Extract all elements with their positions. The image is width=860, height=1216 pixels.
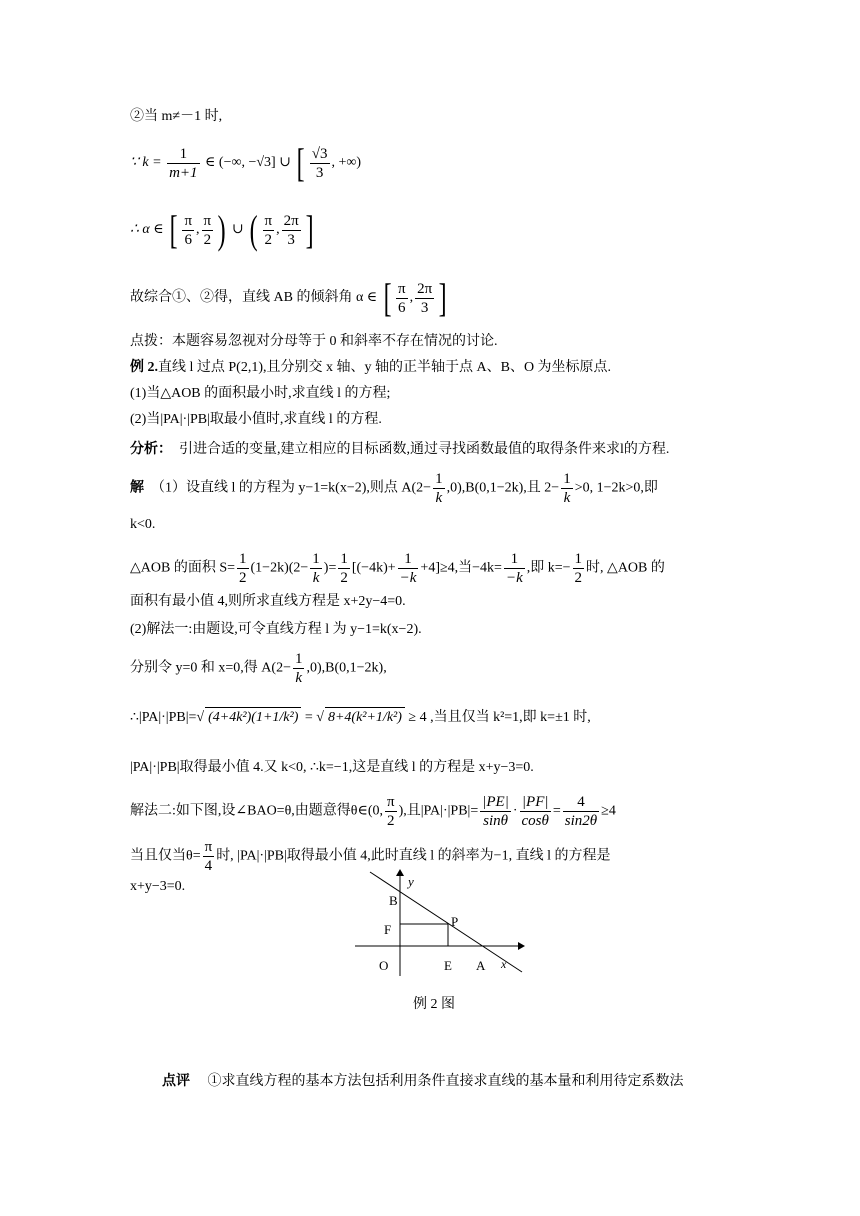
- label-y: y: [408, 874, 414, 889]
- label-f: F: [384, 922, 392, 937]
- method1-head: (2)解法一:由题设,可令直线方程 l 为 y−1=k(x−2).: [130, 622, 422, 637]
- sqrt-1: (4+4k²)(1+1/k²): [205, 707, 301, 728]
- analysis-label: 分析：: [130, 442, 172, 457]
- example2-label: 例 2.: [130, 360, 158, 375]
- figure-caption: 例 2 图: [413, 997, 455, 1012]
- analysis-text: 引进合适的变量,建立相应的目标函数,通过寻找函数最值的取得条件来求l的方程.: [179, 442, 670, 457]
- analysis: [130, 440, 669, 460]
- k-formula: ∵ k = $\frac{1}{m+1}$ ∈ (−∞, −√3] ∪ [ $\frac{√3}{3}$ , +∞): [130, 140, 362, 185]
- label-o: O: [379, 958, 389, 973]
- label-x: x: [501, 957, 507, 971]
- conclusion-text: 故综合①、②得，直线 AB 的倾斜角 α ∈: [130, 290, 378, 306]
- x-axis-arrow: [518, 942, 525, 950]
- sqrt-2: 8+4(k²+1/k²): [325, 707, 405, 728]
- conclusion-frac-b: $\frac{2\pi}{3}$: [417, 280, 433, 316]
- example2-text: 直线 l 过点 P(2,1),且分别交 x 轴、y 轴的正半轴于点 A、B、O 为坐标原点.: [158, 360, 612, 375]
- review: [162, 1072, 684, 1092]
- k-interval2-tail: , +∞): [331, 155, 362, 171]
- k-lhs: ∵ k =: [130, 155, 162, 171]
- k-fraction: $\frac{1}{m+1}$: [169, 145, 198, 181]
- method1-product: ∴|PA|·|PB|=√ (4+4k²)(1+1/k²) = √ 8+4(k²+1/k²) ≥ 4 ,当且仅当 k²=1,即 k=±1 时,: [130, 707, 591, 728]
- review-text: ①求直线方程的基本方法包括利用条件直接求直线的基本量和利用待定系数法: [207, 1074, 684, 1089]
- solution-label: 解: [130, 480, 144, 496]
- alpha-frac-a: $\frac{\pi}{6}$: [184, 212, 193, 248]
- method2-line1: 解法二:如下图,设∠BAO=θ,由题意得θ∈(0, $\frac{\pi}{2}$ ),且|PA|·|PB|= $\frac{|PE|}{\sin\theta}$ · $\frac{|PF|}{\cos\theta}$ = $\frac{4}{\sin 2\theta}$ ≥4: [130, 794, 616, 829]
- alpha-formula: ∴ α ∈ [ $\frac{\pi}{6}$ , $\frac{\pi}{2}$ ) ∪ ( $\frac{\pi}{2}$ , $\frac{2\pi}{3}$ ]: [130, 207, 314, 252]
- label-b: B: [389, 893, 398, 908]
- label-a: A: [476, 958, 486, 973]
- example2-statement: [130, 358, 611, 378]
- tip: 点拨：本题容易忽视对分母等于 0 和斜率不存在情况的讨论.: [130, 334, 498, 349]
- alpha-lhs: ∴ α ∈: [130, 222, 164, 238]
- k-frac2: $\frac{√3}{3}$: [311, 145, 328, 181]
- k-interval1: (−∞, −√3]: [218, 155, 276, 171]
- line-l: [370, 872, 522, 972]
- case2-heading: ②当 m≠－1 时,: [130, 109, 223, 124]
- review-label: 点评: [162, 1074, 190, 1089]
- area-line: △AOB 的面积 S= $\frac{1}{2}$ (1−2k)(2− $\frac{1}{k}$ )= $\frac{1}{2}$ [(−4k)+ $\frac{1}{-k}$ +4]≥4,当−4k= $\frac{1}{-k}$ ,即 k=− $\frac{1}{2}$ 时, △AOB 的: [130, 551, 665, 586]
- k-union: ∪: [279, 155, 291, 171]
- alpha-frac-d: $\frac{2\pi}{3}$: [283, 212, 299, 248]
- method2-line3: x+y−3=0.: [130, 879, 186, 894]
- conclusion: 故综合①、②得，直线 AB 的倾斜角 α ∈ [ $\frac{\pi}{6}$ , $\frac{2\pi}{3}$ ]: [130, 275, 447, 320]
- example2-q1: (1)当△AOB 的面积最小时,求直线 l 的方程;: [130, 386, 391, 401]
- conclusion-frac-a: $\frac{\pi}{6}$: [397, 280, 406, 316]
- label-e: E: [444, 958, 452, 973]
- alpha-frac-b: $\frac{\pi}{2}$: [203, 212, 212, 248]
- solution-line2: k<0.: [130, 517, 156, 532]
- method1-set: 分别令 y=0 和 x=0,得 A(2− $\frac{1}{k}$ ,0),B(0,1−2k),: [130, 651, 387, 686]
- alpha-frac-c: $\frac{\pi}{2}$: [264, 212, 273, 248]
- area-line2: 面积有最小值 4,则所求直线方程是 x+2y−4=0.: [130, 594, 406, 609]
- method1-conclusion: |PA|·|PB|取得最小值 4.又 k<0, ∴k=−1,这是直线 l 的方程是 x+y−3=0.: [130, 760, 534, 775]
- method2-line2: 当且仅当θ= $\frac{\pi}{4}$ 时, |PA|·|PB|取得最小值 4,此时直线 l 的斜率为−1, 直线 l 的方程是: [130, 839, 611, 874]
- label-p: P: [451, 914, 459, 929]
- y-axis-arrow: [396, 869, 404, 876]
- example2-figure: [350, 868, 530, 988]
- example2-q2: (2)当|PA|·|PB|取最小值时,求直线 l 的方程.: [130, 412, 382, 427]
- solution-line1: 解 （1）设直线 l 的方程为 y−1=k(x−2),则点 A(2− $\frac{1}{k}$ ,0),B(0,1−2k),且 2− $\frac{1}{k}$ >0, 1−2k>0,即: [130, 471, 658, 506]
